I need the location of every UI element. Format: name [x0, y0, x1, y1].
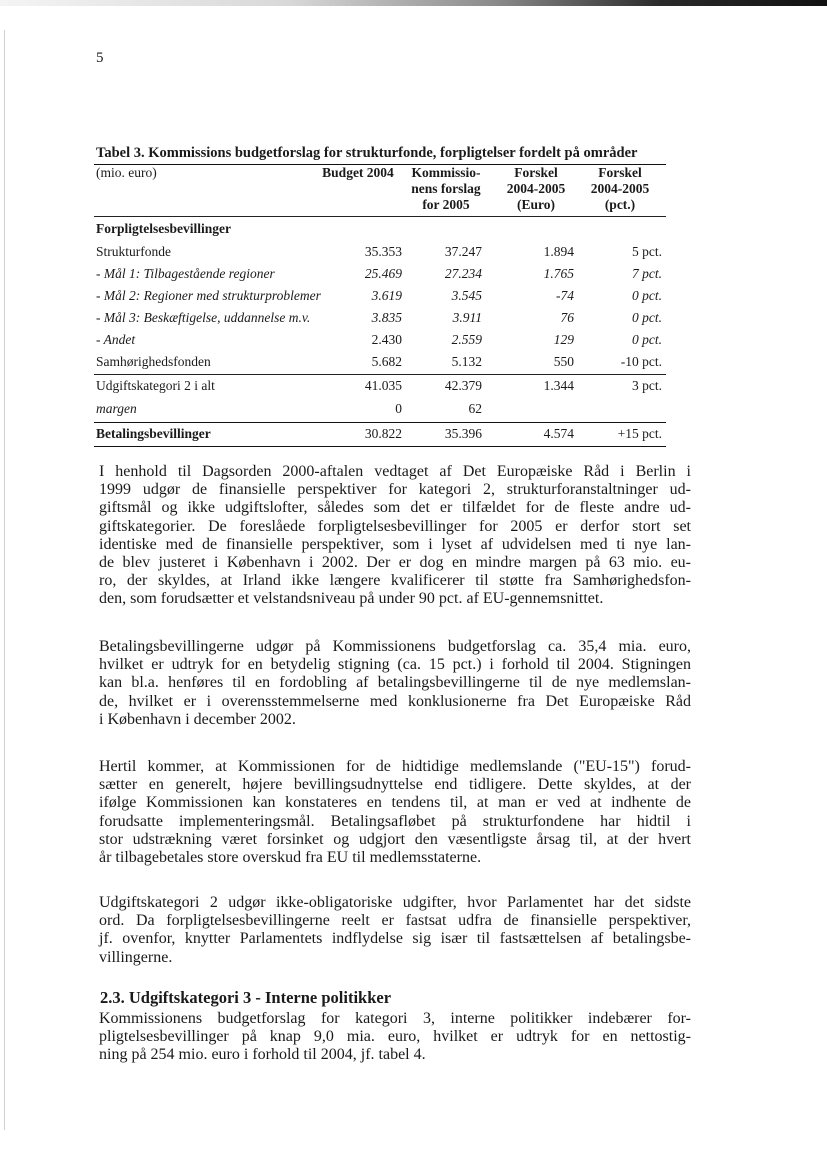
paragraph	[99, 638, 691, 729]
row-value: 41.035	[364, 378, 402, 393]
table-rule-payments	[94, 422, 666, 423]
text-line: giftskategorier. De foreslåede forpligtelsesbevillinger for 2005 er derfor stort set	[99, 517, 691, 535]
col-header-line: for 2005	[422, 197, 470, 212]
text-line: sætter en generelt, højere bevillingsudnyttelse end tidligere. Dette skyldes, at der	[99, 776, 691, 794]
row-label: Betalingsbevillinger	[96, 426, 211, 441]
col-header-line: (pct.)	[604, 197, 636, 212]
row-value: -10 pct.	[620, 354, 662, 369]
text-line: år tilbagebetales store overskud fra EU til medlemsstaterne.	[99, 849, 482, 867]
page-number: 5	[96, 50, 104, 66]
row-value: 4.574	[543, 426, 574, 441]
row-value: 129	[553, 332, 574, 347]
row-value: 3.911	[452, 310, 482, 325]
row-label: - Mål 3: Beskæftigelse, uddannelse m.v.	[96, 310, 311, 325]
row-label: - Andet	[96, 332, 136, 347]
row-value: 7 pct.	[632, 266, 662, 281]
col-header-line: Budget 2004	[322, 165, 394, 180]
row-label: Samhørighedsfonden	[96, 354, 211, 369]
text-line: i København i december 2002.	[99, 710, 296, 728]
text-line: pligtelsesbevillinger på knap 9,0 mia. euro, hvilket er udtryk for en nettostig-	[99, 1028, 691, 1046]
table-section-label: Forpligtelsesbevillinger	[96, 221, 231, 236]
text-line: Kommissionens budgetforslag for kategori 3, interne politikker indebærer for-	[99, 1010, 691, 1027]
row-value: 0 pct.	[632, 288, 662, 303]
row-value: 0 pct.	[632, 310, 662, 325]
row-label: - Mål 1: Tilbagestående regioner	[96, 266, 275, 281]
text-line: ning på 254 mio. euro i forhold til 2004, jf. tabel 4.	[99, 1046, 426, 1064]
row-value: 27.234	[444, 266, 482, 281]
paragraph	[99, 1010, 691, 1065]
col-header-budget-2004	[312, 165, 404, 181]
row-value: 3.619	[371, 288, 402, 303]
text-line: Udgiftskategori 2 udgør ikke-obligatoriske udgifter, hvor Parlamentet har det sidste	[99, 894, 691, 911]
text-line: giftsmål og ikke udgiftslofter, således som det er tilfældet for de fleste andre ud-	[99, 499, 691, 517]
section-heading: 2.3. Udgiftskategori 3 - Interne politikker	[100, 988, 392, 1007]
text-line: stor udstrækning været forsinket og udgjort den væsentligste årsag til, at der hvert	[99, 830, 691, 848]
paragraph	[99, 894, 691, 967]
row-label: margen	[96, 401, 137, 416]
row-value: 1.894	[543, 244, 574, 259]
col-header-line: (Euro)	[516, 197, 555, 212]
row-label: Strukturfonde	[96, 244, 171, 259]
text-line: ro, der skyldes, at Irland ikke længere kvalificerer til støtte fra Samhørighedsfon-	[99, 572, 691, 590]
col-header-line: Forskel	[598, 165, 642, 180]
table-unit-label: (mio. euro)	[96, 165, 157, 180]
row-value: 30.822	[364, 426, 402, 441]
row-value: 3 pct.	[632, 378, 662, 393]
text-line: identiske med de finansielle perspektiver, som i lyset af udvidelsen med ti nye lan-	[99, 535, 691, 553]
row-value: +15 pct.	[617, 426, 662, 441]
text-line: I henhold til Dagsorden 2000-aftalen vedtaget af Det Europæiske Råd i Berlin i	[99, 463, 691, 480]
text-line: Hertil kommer, at Kommissionen for de hidtidige medlemslande ("EU-15") forud-	[99, 758, 691, 775]
col-header-line: 2004-2005	[506, 181, 566, 196]
col-header-line: Kommissio-	[411, 165, 481, 180]
text-line: 1999 udgør de finansielle perspektiver for kategori 2, strukturforanstaltninger ud-	[99, 481, 691, 499]
text-line: kan bl.a. henføres til en fordobling af betalingsbevillingerne til de nye medlemslan-	[99, 674, 691, 692]
table-rule-subtotal	[94, 374, 666, 375]
col-header-line: 2004-2005	[590, 181, 650, 196]
scan-edge-left	[4, 30, 5, 1130]
row-value: 37.247	[444, 244, 482, 259]
row-value: 0 pct.	[632, 332, 662, 347]
row-label: - Mål 2: Regioner med strukturproblemer	[96, 288, 321, 303]
text-line: jf. ovenfor, knytter Parlamentets indflydelse sig især til fastsættelsen af betalingsbe-	[99, 930, 691, 948]
row-value: 3.835	[371, 310, 402, 325]
row-value: 5 pct.	[632, 244, 662, 259]
row-value: 1.344	[543, 378, 574, 393]
text-line: ord. Da forpligtelsesbevillingerne reelt er fastsat udfra de finansielle perspektiver,	[99, 912, 691, 930]
row-value: 42.379	[444, 378, 482, 393]
row-value: 76	[560, 310, 574, 325]
text-line: Betalingsbevillingerne udgør på Kommissionens budgetforslag ca. 35,4 mia. euro,	[99, 638, 691, 655]
text-line: ifølge Kommissionen kan konstateres en tendens til, at man er ved at indhente de	[99, 794, 691, 812]
text-line: hvilket er udtryk for en betydelig stigning (ca. 15 pct.) i forhold til 2004. Stigningen	[99, 656, 691, 674]
row-value: 3.545	[451, 288, 482, 303]
row-value: 2.430	[371, 332, 402, 347]
table-rule-header	[94, 216, 666, 217]
text-line: de blev justeret i København i 2002. Der er dog en mindre margen på 63 mio. eu-	[99, 554, 691, 572]
text-line: de, hvilket er i overensstemmelserne med konklusionerne fra Det Europæiske Råd	[99, 692, 691, 710]
row-value: 550	[553, 354, 574, 369]
row-value: 5.682	[371, 354, 402, 369]
row-value: 1.765	[543, 266, 574, 281]
row-value: 0	[395, 401, 402, 416]
row-value: 5.132	[451, 354, 482, 369]
row-value: 2.559	[451, 332, 482, 347]
table-rule-bottom	[94, 446, 666, 447]
paragraph	[99, 463, 691, 609]
row-label: Udgiftskategori 2 i alt	[96, 378, 215, 393]
text-line: villingerne.	[99, 948, 173, 966]
row-value: 35.396	[444, 426, 482, 441]
scan-edge-top	[0, 0, 827, 6]
row-value: 25.469	[364, 266, 402, 281]
col-header-line: Forskel	[514, 165, 558, 180]
row-value: -74	[556, 288, 574, 303]
table-title: Tabel 3. Kommissions budgetforslag for strukturfonde, forpligtelser fordelt på områder	[96, 145, 638, 161]
col-header-line: nens forslag	[411, 181, 481, 196]
row-value: 35.353	[364, 244, 402, 259]
col-header-diff-pct	[574, 165, 666, 213]
paragraph	[99, 758, 691, 867]
text-line: forudsatte implementeringsmål. Betalingsafløbet på strukturfondene har hidtil i	[99, 812, 691, 830]
col-header-diff-euro	[490, 165, 582, 213]
text-line: den, som forudsætter et velstandsniveau på under 90 pct. af EU-gennemsnittet.	[99, 590, 604, 608]
row-value: 62	[468, 401, 482, 416]
col-header-commission-proposal	[400, 165, 492, 213]
